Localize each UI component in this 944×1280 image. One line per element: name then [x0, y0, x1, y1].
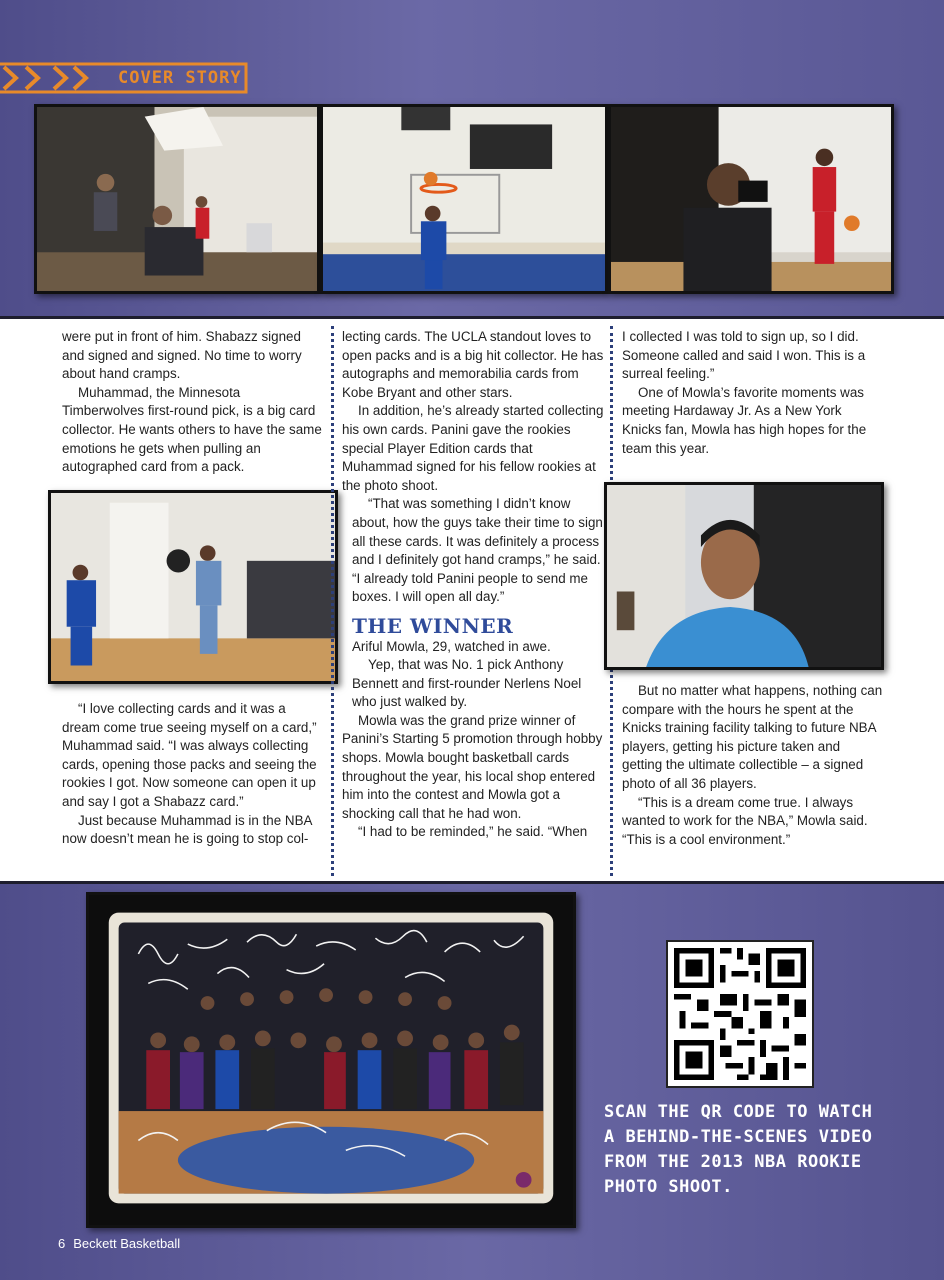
paragraph: I collected I was told to sign up, so I did. Someone called and said I won. This is a surreal feeling.”	[622, 329, 866, 382]
photo-dunk	[320, 104, 608, 294]
column-divider	[331, 326, 334, 876]
paragraph: “That was something I didn’t know about, how the guys take their time to sign all these cards. It was definitely a process and I definitely got hand cramps,” he said. “I already told Panini people to send me boxes. I will open all day.”	[352, 496, 603, 605]
photo-photographer-player	[608, 104, 894, 294]
paragraph: Yep, that was No. 1 pick Anthony Bennett and first-rounder Nerlens Noel who just walked by.	[352, 657, 582, 710]
qr-caption-line: PHOTO SHOOT.	[604, 1177, 733, 1197]
paragraph: “I had to be reminded,” he said. “When	[358, 824, 588, 840]
qr-code-icon	[668, 942, 812, 1086]
article-column-2	[342, 328, 604, 842]
paragraph: Mowla was the grand prize winner of Panini’s Starting 5 promotion through hobby shops. Mowla bought basketball cards throughout the year, his local shop entered him into the contest and Mowla got a shocking call that he had won.	[342, 712, 603, 821]
publication-name: Beckett Basketball	[73, 1236, 181, 1251]
paragraph: Just because Muhammad is in the NBA now doesn’t mean he is going to stop col-	[62, 812, 312, 847]
page-number: 6	[58, 1236, 66, 1251]
photo-signed-group-print	[86, 892, 576, 1228]
section-label: COVER STORY	[118, 68, 242, 88]
paragraph: were put in front of him. Shabazz signed and signed and signed. No time to worry about hand cramps.	[62, 329, 302, 382]
qr-caption-line: FROM THE 2013 NBA ROOKIE	[604, 1152, 862, 1172]
section-heading: THE WINNER	[352, 613, 514, 638]
paragraph: Muhammad, the Minnesota Timberwolves first-round pick, is a big card collector. He wants others to have the same emotions he gets when pulling an autographed card from a pack.	[62, 384, 322, 475]
qr-caption	[604, 1100, 924, 1200]
paragraph: “This is a dream come true. I always wanted to work for the NBA,” Mowla said. “This is a cool environment.”	[622, 794, 868, 847]
qr-code[interactable]	[666, 940, 814, 1088]
paragraph: Ariful Mowla, 29, watched in awe.	[352, 638, 551, 654]
photo-studio-shoot	[34, 104, 320, 294]
paragraph: One of Mowla’s favorite moments was meeting Hardaway Jr. As a New York Knicks fan, Mowla has high hopes for the team this year.	[622, 384, 867, 456]
paragraph: In addition, he’s already started collecting his own cards. Panini gave the rookies special Player Edition cards that Muhammad signed for his fellow rookies at the photo shoot.	[342, 403, 604, 493]
article-column-1	[62, 328, 324, 477]
article-column-3-cont	[622, 682, 884, 849]
page-footer	[58, 1236, 180, 1251]
paragraph: “I love collecting cards and it was a dream come true seeing myself on a card,” Muhammad said. “I was always collecting cards, opening those packs and seeing the rookies I got. Now someone can open it up and say I got a Shabazz card.”	[62, 701, 317, 809]
article-column-1-cont	[62, 700, 324, 849]
article-column-3	[622, 328, 884, 458]
paragraph: But no matter what happens, nothing can compare with the hours he spent at the Knicks training facility talking to future NBA players, getting his picture taken and getting the ultimate collectible – a signed photo of all 36 players.	[622, 683, 883, 791]
qr-caption-line: A BEHIND-THE-SCENES VIDEO	[604, 1127, 873, 1147]
cover-story-tag	[0, 62, 248, 94]
paragraph: lecting cards. The UCLA standout loves to open packs and is a big hit collector. He has autographs and memorabilia cards from Kobe Bryant and other stars.	[342, 329, 604, 400]
qr-caption-line: SCAN THE QR CODE TO WATCH	[604, 1102, 873, 1122]
photo-ariful-mowla	[604, 482, 884, 670]
photo-player-jump-shot	[48, 490, 338, 684]
